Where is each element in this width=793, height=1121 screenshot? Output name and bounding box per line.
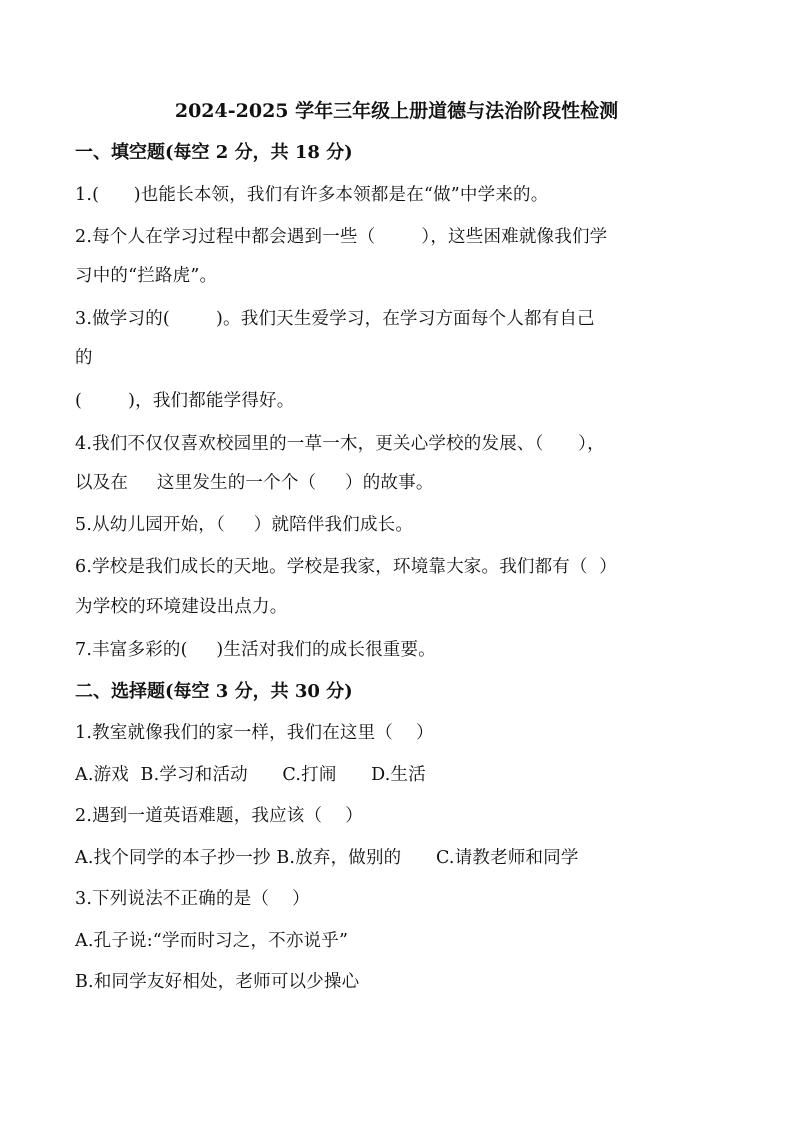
document-title: 2024-2025 学年三年级上册道德与法治阶段性检测 [174, 100, 619, 122]
option-line: A.找个同学的本子抄一抄 B.放弃，做别的 C.请教老师和同学 [75, 848, 579, 868]
question-line: 3.做学习的( )。我们天生爱学习，在学习方面每个人都有自己 [75, 309, 595, 329]
question-line: 2.每个人在学习过程中都会遇到一些（ ），这些困难就像我们学 [75, 227, 608, 247]
section-heading-multiple-choice: 二、选择题(每空 3 分，共 30 分) [75, 681, 353, 702]
option-line: A.孔子说:“学而时习之，不亦说乎” [75, 931, 349, 951]
question-line: 的 [75, 348, 93, 368]
question-line: 7.丰富多彩的( )生活对我们的成长很重要。 [75, 640, 436, 660]
question-line: 为学校的环境建设出点力。 [75, 597, 288, 617]
option-line: B.和同学友好相处，老师可以少操心 [75, 972, 360, 992]
question-line: 2.遇到一道英语难题，我应该（ ） [75, 806, 363, 826]
question-line: 4.我们不仅仅喜欢校园里的一草一木，更关心学校的发展、（ ）， [75, 434, 605, 454]
question-line: 1.教室就像我们的家一样，我们在这里（ ） [75, 723, 434, 743]
question-line: 6.学校是我们成长的天地。学校是我家，环境靠大家。我们都有（ ） [75, 557, 617, 577]
option-line: A.游戏 B.学习和活动 C.打闹 D.生活 [75, 765, 426, 785]
question-line: ( )，我们都能学得好。 [75, 391, 295, 411]
question-line: 1.( )也能长本领，我们有许多本领都是在“做”中学来的。 [75, 185, 549, 205]
question-line: 以及在 这里发生的一个个（ ）的故事。 [75, 473, 434, 493]
question-line: 5.从幼儿园开始，（ ）就陪伴我们成长。 [75, 515, 414, 535]
question-line: 3.下列说法不正确的是（ ） [75, 889, 310, 909]
question-line: 习中的“拦路虎”。 [75, 266, 218, 286]
section-heading-fill-in: 一、填空题(每空 2 分，共 18 分) [75, 142, 353, 163]
